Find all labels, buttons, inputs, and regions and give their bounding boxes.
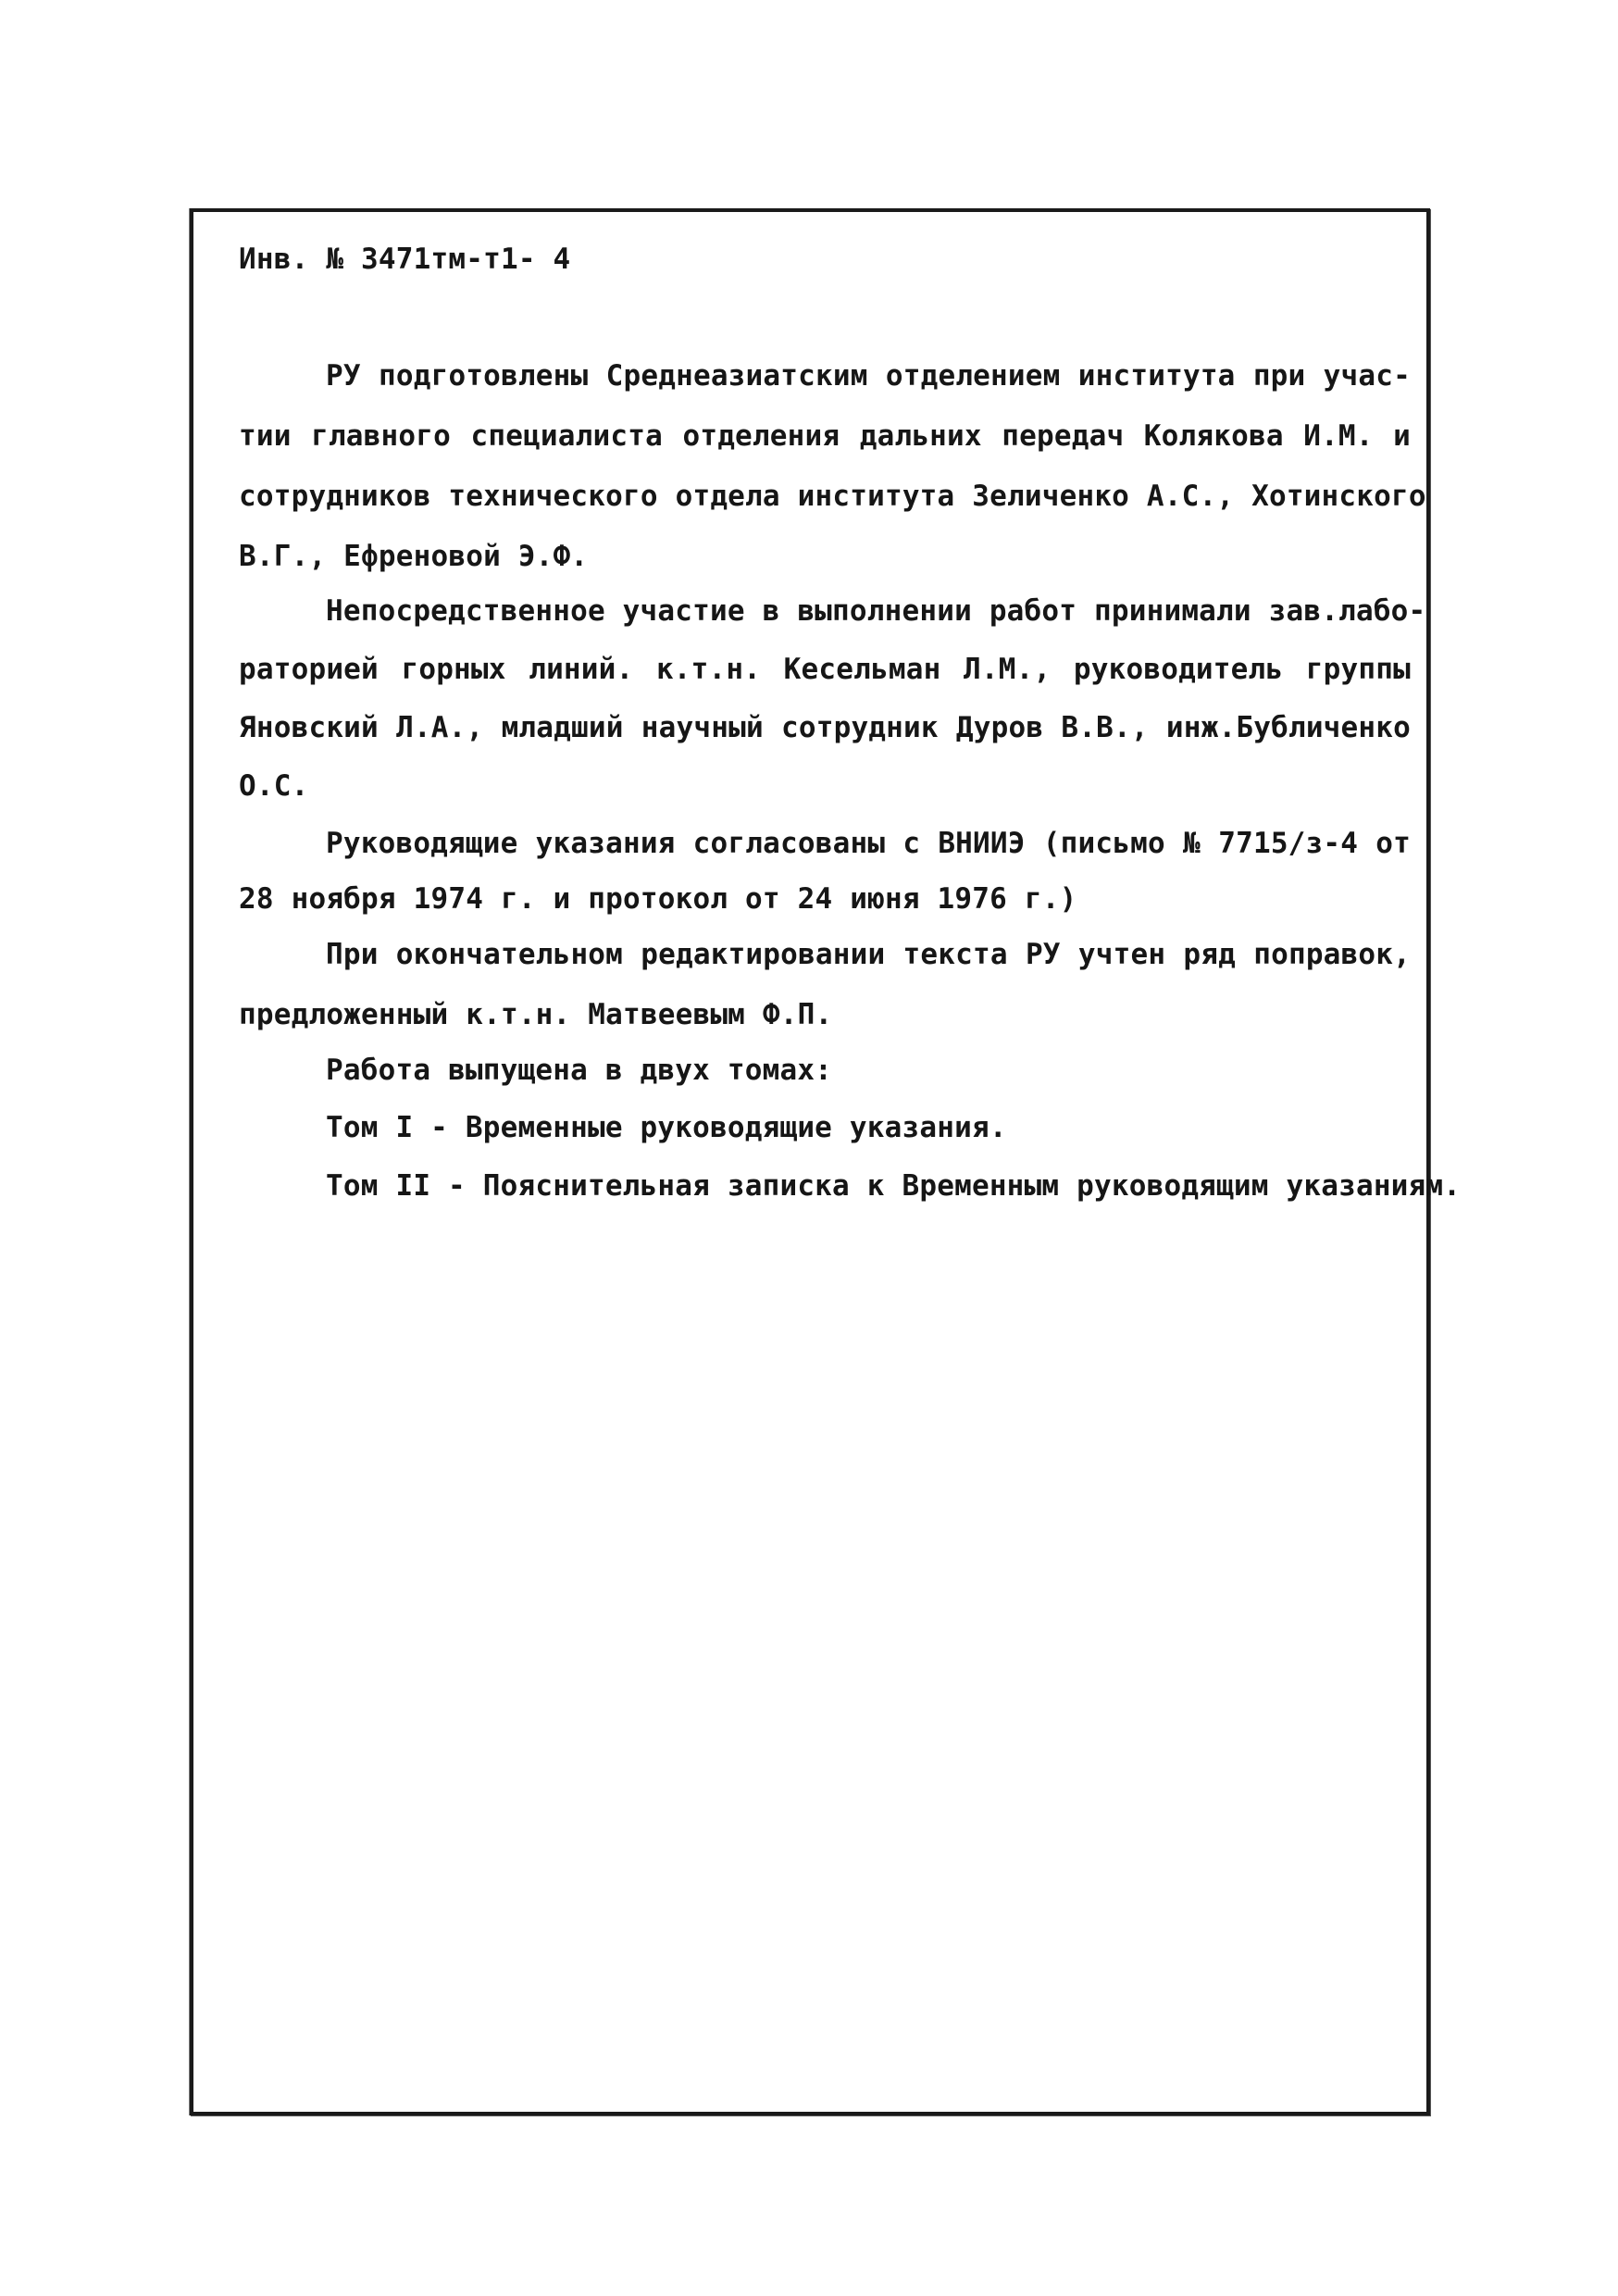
paragraph-line: Непосредственное участие в выполнении работ принимали зав.лабо- (326, 594, 1426, 628)
paragraph-line: В.Г., Ефреновой Э.Ф. (239, 540, 589, 573)
paragraph-line: РУ подготовлены Среднеазиатским отделением института при учас- (326, 359, 1411, 393)
volume-list-item: Том II - Пояснительная записка к Временным руководящим указаниям. (326, 1169, 1462, 1203)
paragraph-line: Работа выпущена в двух томах: (326, 1054, 833, 1087)
paragraph-line: тии главного специалиста отделения дальних передач Колякова И.М. и (239, 419, 1411, 453)
inventory-number: Инв. № 3471тм-т1- 4 (239, 243, 571, 276)
paragraph-line: Руководящие указания согласованы с ВНИИЭ (письмо № 7715/з-4 от (326, 827, 1411, 860)
paragraph-line: предложенный к.т.н. Матвеевым Ф.П. (239, 998, 833, 1031)
paragraph-line: сотрудников технического отдела института Зеличенко А.С., Хотинского (239, 480, 1426, 513)
paragraph-line: 28 ноября 1974 г. и протокол от 24 июня 1976 г.) (239, 882, 1077, 916)
paragraph-line: раторией горных линий. к.т.н. Кесельман Л.М., руководитель группы (239, 653, 1411, 686)
paragraph-line: При окончательном редактировании текста РУ учтен ряд поправок, (326, 938, 1411, 971)
paragraph-line: О.С. (239, 769, 309, 803)
paragraph-line: Яновский Л.А., младший научный сотрудник Дуров В.В., инж.Бубличенко (239, 711, 1411, 744)
volume-list-item: Том I - Временные руководящие указания. (326, 1111, 1007, 1144)
